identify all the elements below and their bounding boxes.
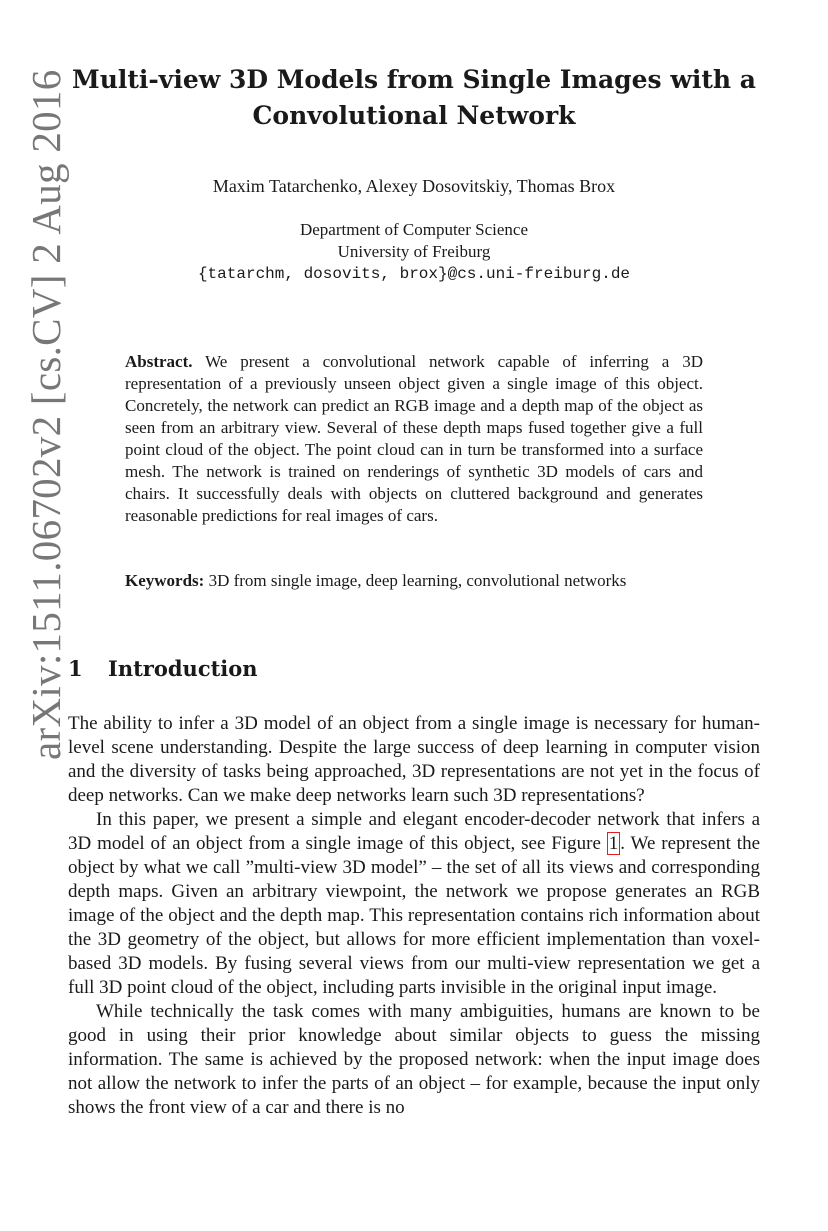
abstract-label: Abstract. bbox=[125, 352, 193, 371]
section-title: Introduction bbox=[108, 656, 258, 681]
arxiv-identifier: arXiv:1511.06702v2 [cs.CV] 2 Aug 2016 bbox=[23, 69, 69, 760]
paragraph-2 bbox=[68, 808, 760, 1000]
figure-reference-link[interactable]: 1 bbox=[608, 833, 619, 854]
paragraph-1: The ability to infer a 3D model of an object from a single image is necessary for human-level scene understanding. Despite the large success of deep learning in computer vision and the diversity of tasks being approached, 3D representations are not yet in the focus of deep networks. Can we make deep networks learn such 3D representations? bbox=[68, 713, 760, 806]
paragraph-2-end: . We represent the object by what we call ”multi-view 3D model” – the set of all its views and corresponding depth maps. Given an arbitrary viewpoint, the network we propose generates an RGB image of the object and the depth map. This representation contains rich information about the 3D geometry of the object, but allows for more efficient implementation than voxel-based 3D models. By fusing several views from our multi-view representation we get a full 3D point cloud of the object, including parts invisible in the original input image. bbox=[68, 833, 761, 998]
abstract-text: We present a convolutional network capable of inferring a 3D representation of a previously unseen object given a single image of this object. Concretely, the network can predict an RGB image and a depth map of the object as seen from an arbitrary view. Several of these depth maps fused together give a full point cloud of the object. The point cloud can in turn be transformed into a surface mesh. The network is trained on renderings of synthetic 3D models of cars and chairs. It successfully deals with objects on cluttered background and generates reasonable predictions for real images of cars. bbox=[125, 352, 704, 525]
abstract bbox=[125, 351, 703, 527]
keywords-label: Keywords: bbox=[125, 571, 205, 590]
paragraph-3: While technically the task comes with many ambiguities, humans are known to be good in using their prior knowledge about similar objects to guess the missing information. The same is achieved by the proposed network: when the input image does not allow the network to infer the parts of an object – for example, because the input only shows the front view of a car and there is no bbox=[68, 1001, 760, 1118]
department: Department of Computer Science bbox=[299, 220, 528, 239]
body-text bbox=[68, 712, 760, 1120]
section-number: 1 bbox=[68, 656, 83, 681]
keywords-text: 3D from single image, deep learning, convolutional networks bbox=[208, 571, 627, 590]
author-emails: {tatarchm, dosovits, brox}@cs.uni-freiburg.de bbox=[197, 265, 631, 283]
paper-title: Multi-view 3D Models from Single Images with a Convolutional Network bbox=[72, 65, 756, 130]
keywords bbox=[125, 570, 703, 592]
affiliation bbox=[60, 219, 768, 285]
paragraph-2-start: In this paper, we present a simple and elegant encoder-decoder network that infers a 3D model of an object from a single image of this object, see Figure bbox=[68, 809, 760, 854]
author-list: Maxim Tatarchenko, Alexey Dosovitskiy, Thomas Brox bbox=[212, 176, 616, 196]
university: University of Freiburg bbox=[337, 242, 491, 261]
section-heading bbox=[68, 656, 258, 681]
